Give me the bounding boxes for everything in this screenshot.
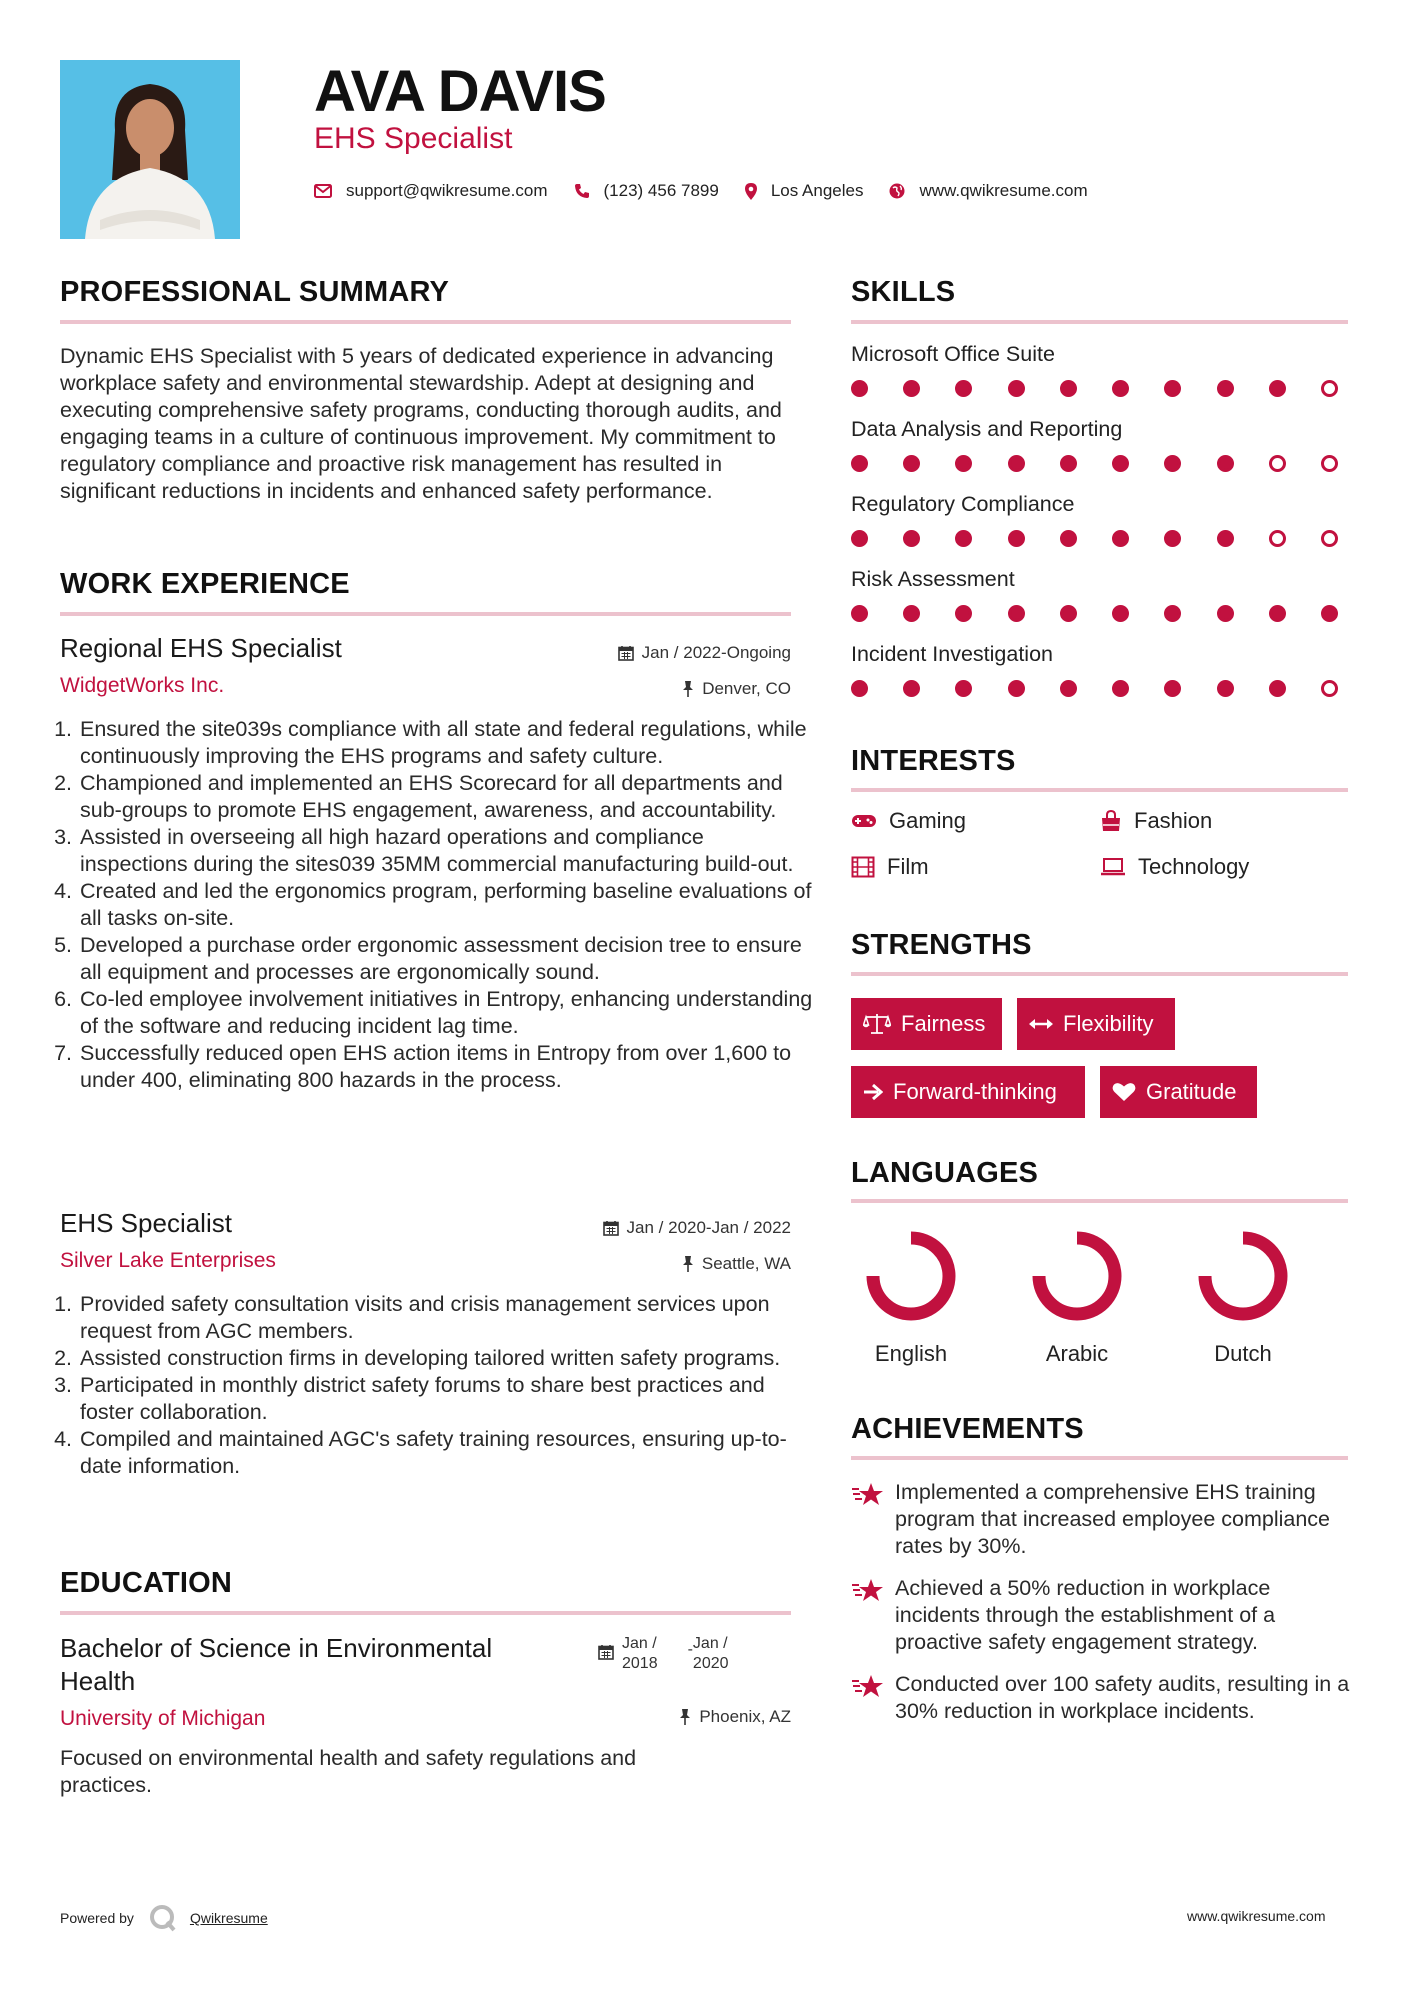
start-month: Jan / <box>622 1635 657 1652</box>
rating-dot-filled <box>1008 455 1025 472</box>
strength-label: Gratitude <box>1146 1079 1237 1104</box>
rating-dot-filled <box>1321 605 1338 622</box>
language-name: Arabic <box>1045 1341 1109 1366</box>
strength-tag-fairness <box>851 998 1002 1050</box>
pushpin-icon <box>682 681 694 697</box>
achievements-divider <box>851 1456 1348 1460</box>
rating-dot-filled <box>1269 605 1286 622</box>
job-location-text: Seattle, WA <box>701 1254 791 1273</box>
rating-dot-filled <box>903 530 920 547</box>
skill-name: Data Analysis and Reporting <box>851 417 1123 441</box>
scale-icon <box>863 1013 891 1035</box>
map-pin-icon <box>745 183 757 200</box>
rating-dot-filled <box>1008 530 1025 547</box>
interest-label: Film <box>887 854 929 879</box>
rating-dot-filled <box>1164 605 1181 622</box>
rating-dot-filled <box>1060 605 1077 622</box>
strength-tag-flexibility <box>1017 998 1175 1050</box>
language-item <box>851 1226 971 1367</box>
rating-dot-filled <box>903 605 920 622</box>
achievement-text: Implemented a comprehensive EHS training program that increased employee compliance rates by 30%. <box>895 1480 1331 1558</box>
rating-dot-filled <box>1164 680 1181 697</box>
education-start <box>622 1634 658 1674</box>
rating-dot-empty <box>1321 455 1338 472</box>
language-item <box>1017 1226 1137 1367</box>
skill-rating <box>851 680 1338 697</box>
calendar-icon <box>603 1220 619 1236</box>
envelope-icon <box>314 184 332 198</box>
rating-dot-filled <box>1217 680 1234 697</box>
interest-label: Fashion <box>1134 808 1213 833</box>
strength-tag-gratitude <box>1100 1066 1257 1118</box>
shooting-star-icon <box>851 1577 885 1603</box>
education-location <box>470 1707 791 1727</box>
summary-divider <box>60 320 791 324</box>
rating-dot-filled <box>903 680 920 697</box>
skill-name: Incident Investigation <box>851 642 1053 666</box>
rating-dot-filled <box>851 455 868 472</box>
heart-icon <box>1112 1082 1136 1102</box>
contact-email[interactable] <box>314 181 548 201</box>
job-title: EHS Specialist <box>60 1208 232 1238</box>
skill-rating <box>851 530 1338 547</box>
list-item: 6. Co-led employee involvement initiatives in Entropy, enhancing understanding of the software and reducing incident lag time. <box>78 986 813 1040</box>
job-bullets <box>60 716 813 1094</box>
date-dash: - <box>687 1641 693 1658</box>
education-description: Focused on environmental health and safety regulations and practices. <box>60 1746 637 1797</box>
achievements-heading: ACHIEVEMENTS <box>851 1413 1084 1445</box>
pushpin-icon <box>679 1709 691 1725</box>
interest-label: Technology <box>1138 854 1250 879</box>
company-name: WidgetWorks Inc. <box>60 674 225 697</box>
rating-dot-filled <box>1269 680 1286 697</box>
powered-by-text: Powered by <box>60 1910 134 1926</box>
arrows-horizontal-icon <box>1029 1017 1053 1031</box>
rating-dot-filled <box>1269 380 1286 397</box>
calendar-icon <box>618 645 634 661</box>
rating-dot-filled <box>1217 380 1234 397</box>
footer-powered-by <box>60 1903 268 1933</box>
rating-dot-filled <box>1217 605 1234 622</box>
rating-dot-filled <box>1008 605 1025 622</box>
rating-dot-filled <box>955 380 972 397</box>
language-ring <box>861 1226 961 1326</box>
pushpin-icon <box>682 1256 694 1272</box>
rating-dot-filled <box>1060 380 1077 397</box>
gamepad-icon <box>851 813 877 829</box>
strengths-divider <box>851 972 1348 976</box>
shopping-bag-icon <box>1100 810 1122 832</box>
skill-rating <box>851 380 1338 397</box>
rating-dot-filled <box>1217 455 1234 472</box>
skills-divider <box>851 320 1348 324</box>
arrow-right-icon <box>863 1083 883 1101</box>
rating-dot-filled <box>903 455 920 472</box>
skill-item <box>851 417 1338 492</box>
skills-heading: SKILLS <box>851 276 956 308</box>
job-dates <box>470 1218 791 1238</box>
interest-item-gaming <box>851 808 966 834</box>
rating-dot-filled <box>1060 680 1077 697</box>
contact-bar <box>314 178 1114 204</box>
rating-dot-filled <box>955 455 972 472</box>
skill-item <box>851 567 1338 642</box>
qwikresume-link[interactable]: Qwikresume <box>189 1910 268 1926</box>
job-title: Regional EHS Specialist <box>60 633 342 663</box>
language-level-arc <box>1205 1238 1281 1314</box>
achievement-item <box>851 1479 1351 1560</box>
phone-icon <box>574 183 590 199</box>
contact-phone[interactable] <box>574 181 719 201</box>
contact-location <box>745 181 864 201</box>
end-month: Jan / <box>692 1635 728 1652</box>
summary-text: Dynamic EHS Specialist with 5 years of dedicated experience in advancing workplace safety and environmental stewardship. Adept at designing and executing comprehensive safety programs, conducting thorough audits, and engaging teams in a culture of continuous improvement. My commitment to regulatory compliance and proactive risk management has resulted in significant reductions in incidents and enhanced safety performance. <box>60 344 782 503</box>
rating-dot-filled <box>1008 680 1025 697</box>
skills-list <box>851 342 1338 717</box>
interests-divider <box>851 788 1348 792</box>
skill-rating <box>851 605 1338 622</box>
email-text: support@qwikresume.com <box>346 181 548 200</box>
strengths-heading: STRENGTHS <box>851 929 1032 961</box>
strength-label: Flexibility <box>1063 1011 1154 1036</box>
skill-name: Regulatory Compliance <box>851 492 1075 516</box>
list-item: 1. Ensured the site039s compliance with all state and federal regulations, while continuously improving the EHS programs and safety culture. <box>78 716 813 770</box>
rating-dot-filled <box>955 530 972 547</box>
rating-dot-filled <box>903 380 920 397</box>
rating-dot-filled <box>1112 680 1129 697</box>
rating-dot-filled <box>1060 455 1077 472</box>
skill-rating <box>851 455 1338 472</box>
language-name: Dutch <box>1214 1341 1272 1366</box>
language-ring <box>1193 1226 1293 1326</box>
job-dates <box>470 643 791 663</box>
phone-text: (123) 456 7899 <box>603 181 719 200</box>
achievements-list <box>851 1479 1351 1725</box>
end-year: 2020 <box>692 1655 729 1672</box>
education-divider <box>60 1611 791 1615</box>
list-item: 4. Created and led the ergonomics program, performing baseline evaluations of all tasks on-site. <box>78 878 813 932</box>
language-level-arc <box>1039 1238 1115 1314</box>
list-item: 3. Participated in monthly district safety forums to share best practices and foster collaboration. <box>78 1372 813 1426</box>
rating-dot-filled <box>955 605 972 622</box>
rating-dot-empty <box>1269 530 1286 547</box>
interest-item-fashion <box>1100 808 1212 834</box>
strength-tag-forward-thinking <box>851 1066 1085 1118</box>
rating-dot-empty <box>1321 680 1338 697</box>
candidate-name: AVA DAVIS <box>314 59 606 124</box>
interest-item-technology <box>1100 854 1249 880</box>
rating-dot-empty <box>1321 380 1338 397</box>
location-text: Los Angeles <box>770 181 864 200</box>
job-location-text: Denver, CO <box>702 679 791 698</box>
experience-heading: WORK EXPERIENCE <box>60 568 350 600</box>
achievement-text: Conducted over 100 safety audits, resulting in a 30% reduction in workplace incidents. <box>895 1672 1350 1723</box>
rating-dot-filled <box>1112 605 1129 622</box>
list-item: 7. Successfully reduced open EHS action items in Entropy from over 1,600 to under 400, eliminating 800 hazards in the process. <box>78 1040 813 1094</box>
languages-list <box>851 1226 1303 1367</box>
language-level-arc <box>873 1238 949 1314</box>
rating-dot-empty <box>1269 455 1286 472</box>
skill-item <box>851 642 1338 717</box>
rating-dot-filled <box>955 680 972 697</box>
summary-heading: PROFESSIONAL SUMMARY <box>60 276 450 308</box>
company-name: Silver Lake Enterprises <box>60 1249 276 1272</box>
qwikresume-logo-icon <box>148 1903 178 1933</box>
language-name: English <box>874 1341 948 1366</box>
school-name: University of Michigan <box>60 1707 266 1730</box>
job-dates-text: Jan / 2022-Ongoing <box>641 643 791 662</box>
education-dates <box>598 1634 729 1674</box>
language-ring <box>1027 1226 1127 1326</box>
rating-dot-filled <box>1112 455 1129 472</box>
skill-item <box>851 342 1338 417</box>
skill-item <box>851 492 1338 567</box>
achievement-text: Achieved a 50% reduction in workplace incidents through the establishment of a proactive safety engagement strategy. <box>895 1576 1276 1654</box>
rating-dot-filled <box>1164 380 1181 397</box>
languages-heading: LANGUAGES <box>851 1157 1039 1189</box>
list-item: 5. Developed a purchase order ergonomic assessment decision tree to ensure all equipment and processes are ergonomically sound. <box>78 932 813 986</box>
laptop-icon <box>1100 858 1126 876</box>
rating-dot-filled <box>1164 530 1181 547</box>
rating-dot-filled <box>1112 530 1129 547</box>
footer-site[interactable]: www.qwikresume.com <box>1187 1908 1326 1924</box>
list-item: 2. Assisted construction firms in developing tailored written safety programs. <box>78 1345 813 1372</box>
list-item: 2. Championed and implemented an EHS Scorecard for all departments and sub-groups to promote EHS engagement, awareness, and accountability. <box>78 770 813 824</box>
rating-dot-filled <box>1164 455 1181 472</box>
language-item <box>1183 1226 1303 1367</box>
shooting-star-icon <box>851 1673 885 1699</box>
interests-heading: INTERESTS <box>851 745 1016 777</box>
degree-title: Bachelor of Science in Environmental Health <box>60 1633 493 1696</box>
achievement-item <box>851 1575 1351 1656</box>
education-end <box>688 1634 729 1674</box>
education-location-text: Phoenix, AZ <box>699 1707 791 1726</box>
experience-divider <box>60 612 791 616</box>
rating-dot-filled <box>1060 530 1077 547</box>
strength-label: Forward-thinking <box>893 1079 1057 1104</box>
shooting-star-icon <box>851 1481 885 1507</box>
rating-dot-empty <box>1321 530 1338 547</box>
strength-label: Fairness <box>901 1011 986 1036</box>
list-item: 4. Compiled and maintained AGC's safety training resources, ensuring up-to-date information. <box>78 1426 813 1480</box>
achievement-item <box>851 1671 1351 1725</box>
skill-name: Microsoft Office Suite <box>851 342 1055 366</box>
job-bullets <box>60 1291 813 1480</box>
education-heading: EDUCATION <box>60 1567 233 1599</box>
job-location <box>470 679 791 699</box>
list-item: 1. Provided safety consultation visits and crisis management services upon request from AGC members. <box>78 1291 813 1345</box>
globe-icon <box>889 183 905 199</box>
interest-item-film <box>851 854 929 880</box>
contact-website[interactable] <box>889 181 1087 201</box>
film-icon <box>851 856 875 878</box>
rating-dot-filled <box>851 605 868 622</box>
start-year: 2018 <box>622 1655 658 1672</box>
rating-dot-filled <box>851 380 868 397</box>
rating-dot-filled <box>1008 380 1025 397</box>
languages-divider <box>851 1199 1348 1203</box>
profile-photo <box>60 60 240 239</box>
skill-name: Risk Assessment <box>851 567 1015 591</box>
list-item: 3. Assisted in overseeing all high hazard operations and compliance inspections during the sites039 35MM commercial manufacturing build-out. <box>78 824 813 878</box>
job-dates-text: Jan / 2020-Jan / 2022 <box>626 1218 791 1237</box>
rating-dot-filled <box>851 680 868 697</box>
rating-dot-filled <box>1217 530 1234 547</box>
job-location <box>470 1254 791 1274</box>
interest-label: Gaming <box>889 808 967 833</box>
candidate-title: EHS Specialist <box>314 122 513 155</box>
rating-dot-filled <box>1112 380 1129 397</box>
website-text: www.qwikresume.com <box>919 181 1088 200</box>
calendar-icon <box>598 1644 614 1660</box>
rating-dot-filled <box>851 530 868 547</box>
